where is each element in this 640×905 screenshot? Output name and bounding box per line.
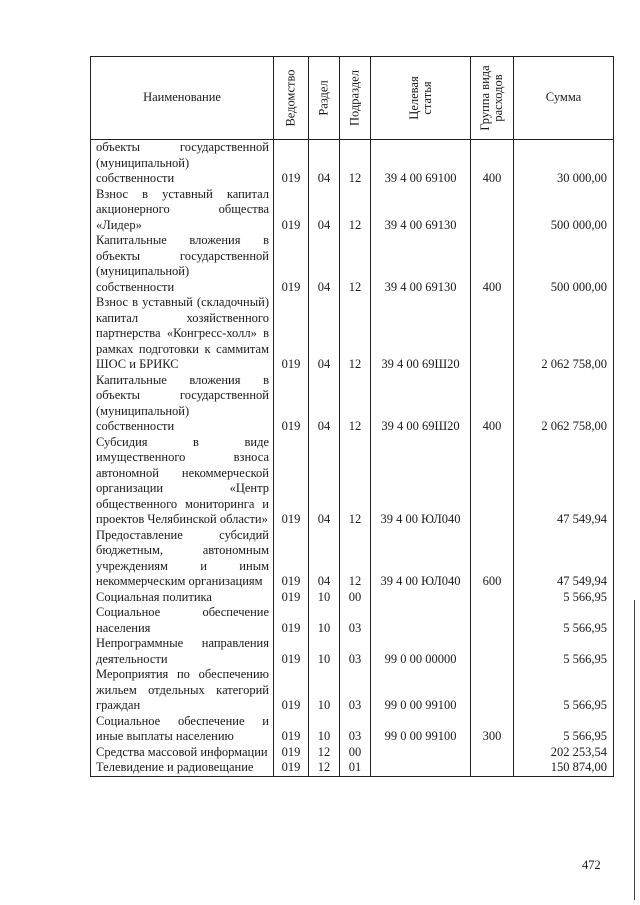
- cell-target: [371, 745, 471, 761]
- cell-razdel: 10: [309, 605, 340, 636]
- cell-razdel: 04: [309, 435, 340, 528]
- cell-sum: 2 062 758,00: [514, 295, 614, 373]
- cell-podrazdel: 03: [340, 636, 371, 667]
- cell-podrazdel: 12: [340, 233, 371, 295]
- cell-name: Предоставление субсидий бюджетным, автономным учреждениям и иным некоммерческим организациям: [91, 528, 274, 590]
- cell-target: 39 4 00 69130: [371, 233, 471, 295]
- cell-name: Капитальные вложения в объекты государственной (муниципальной) собственности: [91, 233, 274, 295]
- cell-podrazdel: 00: [340, 590, 371, 606]
- cell-razdel: 12: [309, 760, 340, 776]
- cell-group: 400: [471, 140, 514, 187]
- cell-group: [471, 667, 514, 714]
- cell-razdel: 10: [309, 590, 340, 606]
- table-row: [91, 745, 614, 761]
- cell-sum: 202 253,54: [514, 745, 614, 761]
- cell-razdel: 04: [309, 140, 340, 187]
- cell-vedomstvo: 019: [274, 636, 309, 667]
- cell-target: 39 4 00 69Ш20: [371, 295, 471, 373]
- cell-name: Телевидение и радиовещание: [91, 760, 274, 776]
- cell-podrazdel: 12: [340, 187, 371, 234]
- cell-group: [471, 590, 514, 606]
- cell-sum: 5 566,95: [514, 667, 614, 714]
- cell-name: Социальная политика: [91, 590, 274, 606]
- cell-target: [371, 605, 471, 636]
- header-target: Целевая статья: [371, 57, 471, 140]
- table-header-row: [91, 57, 614, 140]
- cell-sum: 47 549,94: [514, 435, 614, 528]
- cell-target: 39 4 00 69Ш20: [371, 373, 471, 435]
- cell-name: Социальное обеспечение и иные выплаты населению: [91, 714, 274, 745]
- cell-name: Капитальные вложения в объекты государственной (муниципальной) собственности: [91, 373, 274, 435]
- cell-razdel: 12: [309, 745, 340, 761]
- cell-name: объекты государственной (муниципальной) собственности: [91, 140, 274, 187]
- cell-vedomstvo: 019: [274, 373, 309, 435]
- cell-vedomstvo: 019: [274, 435, 309, 528]
- table-body: [91, 140, 614, 777]
- cell-name: Социальное обеспечение населения: [91, 605, 274, 636]
- cell-podrazdel: 12: [340, 373, 371, 435]
- cell-target: 99 0 00 99100: [371, 667, 471, 714]
- cell-sum: 5 566,95: [514, 590, 614, 606]
- table-row: [91, 295, 614, 373]
- table-row: [91, 714, 614, 745]
- cell-podrazdel: 00: [340, 745, 371, 761]
- page-number: 472: [582, 858, 601, 872]
- cell-razdel: 04: [309, 373, 340, 435]
- cell-vedomstvo: 019: [274, 233, 309, 295]
- cell-sum: 150 874,00: [514, 760, 614, 776]
- cell-target: 99 0 00 00000: [371, 636, 471, 667]
- cell-group: 600: [471, 528, 514, 590]
- table-row: [91, 636, 614, 667]
- scan-edge-line: [634, 600, 635, 900]
- cell-vedomstvo: 019: [274, 187, 309, 234]
- cell-podrazdel: 12: [340, 528, 371, 590]
- cell-name: Субсидия в виде имущественного взноса автономной некоммерческой организации «Центр общественного мониторинга и проектов Челябинской области»: [91, 435, 274, 528]
- cell-sum: 5 566,95: [514, 605, 614, 636]
- table-row: [91, 590, 614, 606]
- cell-podrazdel: 12: [340, 140, 371, 187]
- cell-vedomstvo: 019: [274, 714, 309, 745]
- cell-vedomstvo: 019: [274, 140, 309, 187]
- cell-target: 39 4 00 ЮЛ040: [371, 528, 471, 590]
- cell-sum: 30 000,00: [514, 140, 614, 187]
- cell-razdel: 10: [309, 667, 340, 714]
- header-podrazdel: Подраздел: [340, 57, 371, 140]
- cell-target: 39 4 00 69100: [371, 140, 471, 187]
- cell-name: Взнос в уставный капитал акционерного общества «Лидер»: [91, 187, 274, 234]
- table-row: [91, 435, 614, 528]
- cell-name: Средства массовой информации: [91, 745, 274, 761]
- table-row: [91, 528, 614, 590]
- cell-sum: 5 566,95: [514, 636, 614, 667]
- cell-vedomstvo: 019: [274, 590, 309, 606]
- cell-group: [471, 745, 514, 761]
- table-row: [91, 233, 614, 295]
- table-row: [91, 760, 614, 776]
- cell-razdel: 10: [309, 714, 340, 745]
- cell-vedomstvo: 019: [274, 745, 309, 761]
- table-row: [91, 187, 614, 234]
- cell-sum: 5 566,95: [514, 714, 614, 745]
- header-sum: Сумма: [514, 57, 614, 140]
- cell-sum: 500 000,00: [514, 233, 614, 295]
- header-vedomstvo: Ведомство: [274, 57, 309, 140]
- cell-razdel: 04: [309, 187, 340, 234]
- cell-podrazdel: 03: [340, 605, 371, 636]
- cell-razdel: 04: [309, 528, 340, 590]
- cell-group: [471, 295, 514, 373]
- header-razdel: Раздел: [309, 57, 340, 140]
- table-row: [91, 140, 614, 187]
- cell-podrazdel: 01: [340, 760, 371, 776]
- cell-target: [371, 760, 471, 776]
- cell-target: [371, 590, 471, 606]
- table-row: [91, 373, 614, 435]
- cell-group: [471, 605, 514, 636]
- cell-group: [471, 187, 514, 234]
- cell-vedomstvo: 019: [274, 528, 309, 590]
- cell-podrazdel: 12: [340, 435, 371, 528]
- cell-group: [471, 760, 514, 776]
- budget-table: [90, 56, 614, 777]
- cell-sum: 2 062 758,00: [514, 373, 614, 435]
- cell-vedomstvo: 019: [274, 605, 309, 636]
- table-row: [91, 605, 614, 636]
- cell-target: 39 4 00 ЮЛ040: [371, 435, 471, 528]
- header-group: Группа вида расходов: [471, 57, 514, 140]
- cell-name: Взнос в уставный (складочный) капитал хозяйственного партнерства «Конгресс-холл» в рамках подготовки к саммитам ШОС и БРИКС: [91, 295, 274, 373]
- cell-group: [471, 435, 514, 528]
- cell-vedomstvo: 019: [274, 667, 309, 714]
- cell-vedomstvo: 019: [274, 295, 309, 373]
- header-name: Наименование: [91, 57, 274, 140]
- cell-vedomstvo: 019: [274, 760, 309, 776]
- cell-razdel: 04: [309, 295, 340, 373]
- cell-group: 400: [471, 233, 514, 295]
- cell-group: 400: [471, 373, 514, 435]
- cell-razdel: 04: [309, 233, 340, 295]
- cell-podrazdel: 03: [340, 667, 371, 714]
- cell-name: Непрограммные направления деятельности: [91, 636, 274, 667]
- cell-podrazdel: 12: [340, 295, 371, 373]
- cell-group: 300: [471, 714, 514, 745]
- cell-razdel: 10: [309, 636, 340, 667]
- cell-podrazdel: 03: [340, 714, 371, 745]
- table-row: [91, 667, 614, 714]
- cell-group: [471, 636, 514, 667]
- cell-sum: 47 549,94: [514, 528, 614, 590]
- cell-sum: 500 000,00: [514, 187, 614, 234]
- cell-target: 39 4 00 69130: [371, 187, 471, 234]
- cell-name: Мероприятия по обеспечению жильем отдельных категорий граждан: [91, 667, 274, 714]
- cell-target: 99 0 00 99100: [371, 714, 471, 745]
